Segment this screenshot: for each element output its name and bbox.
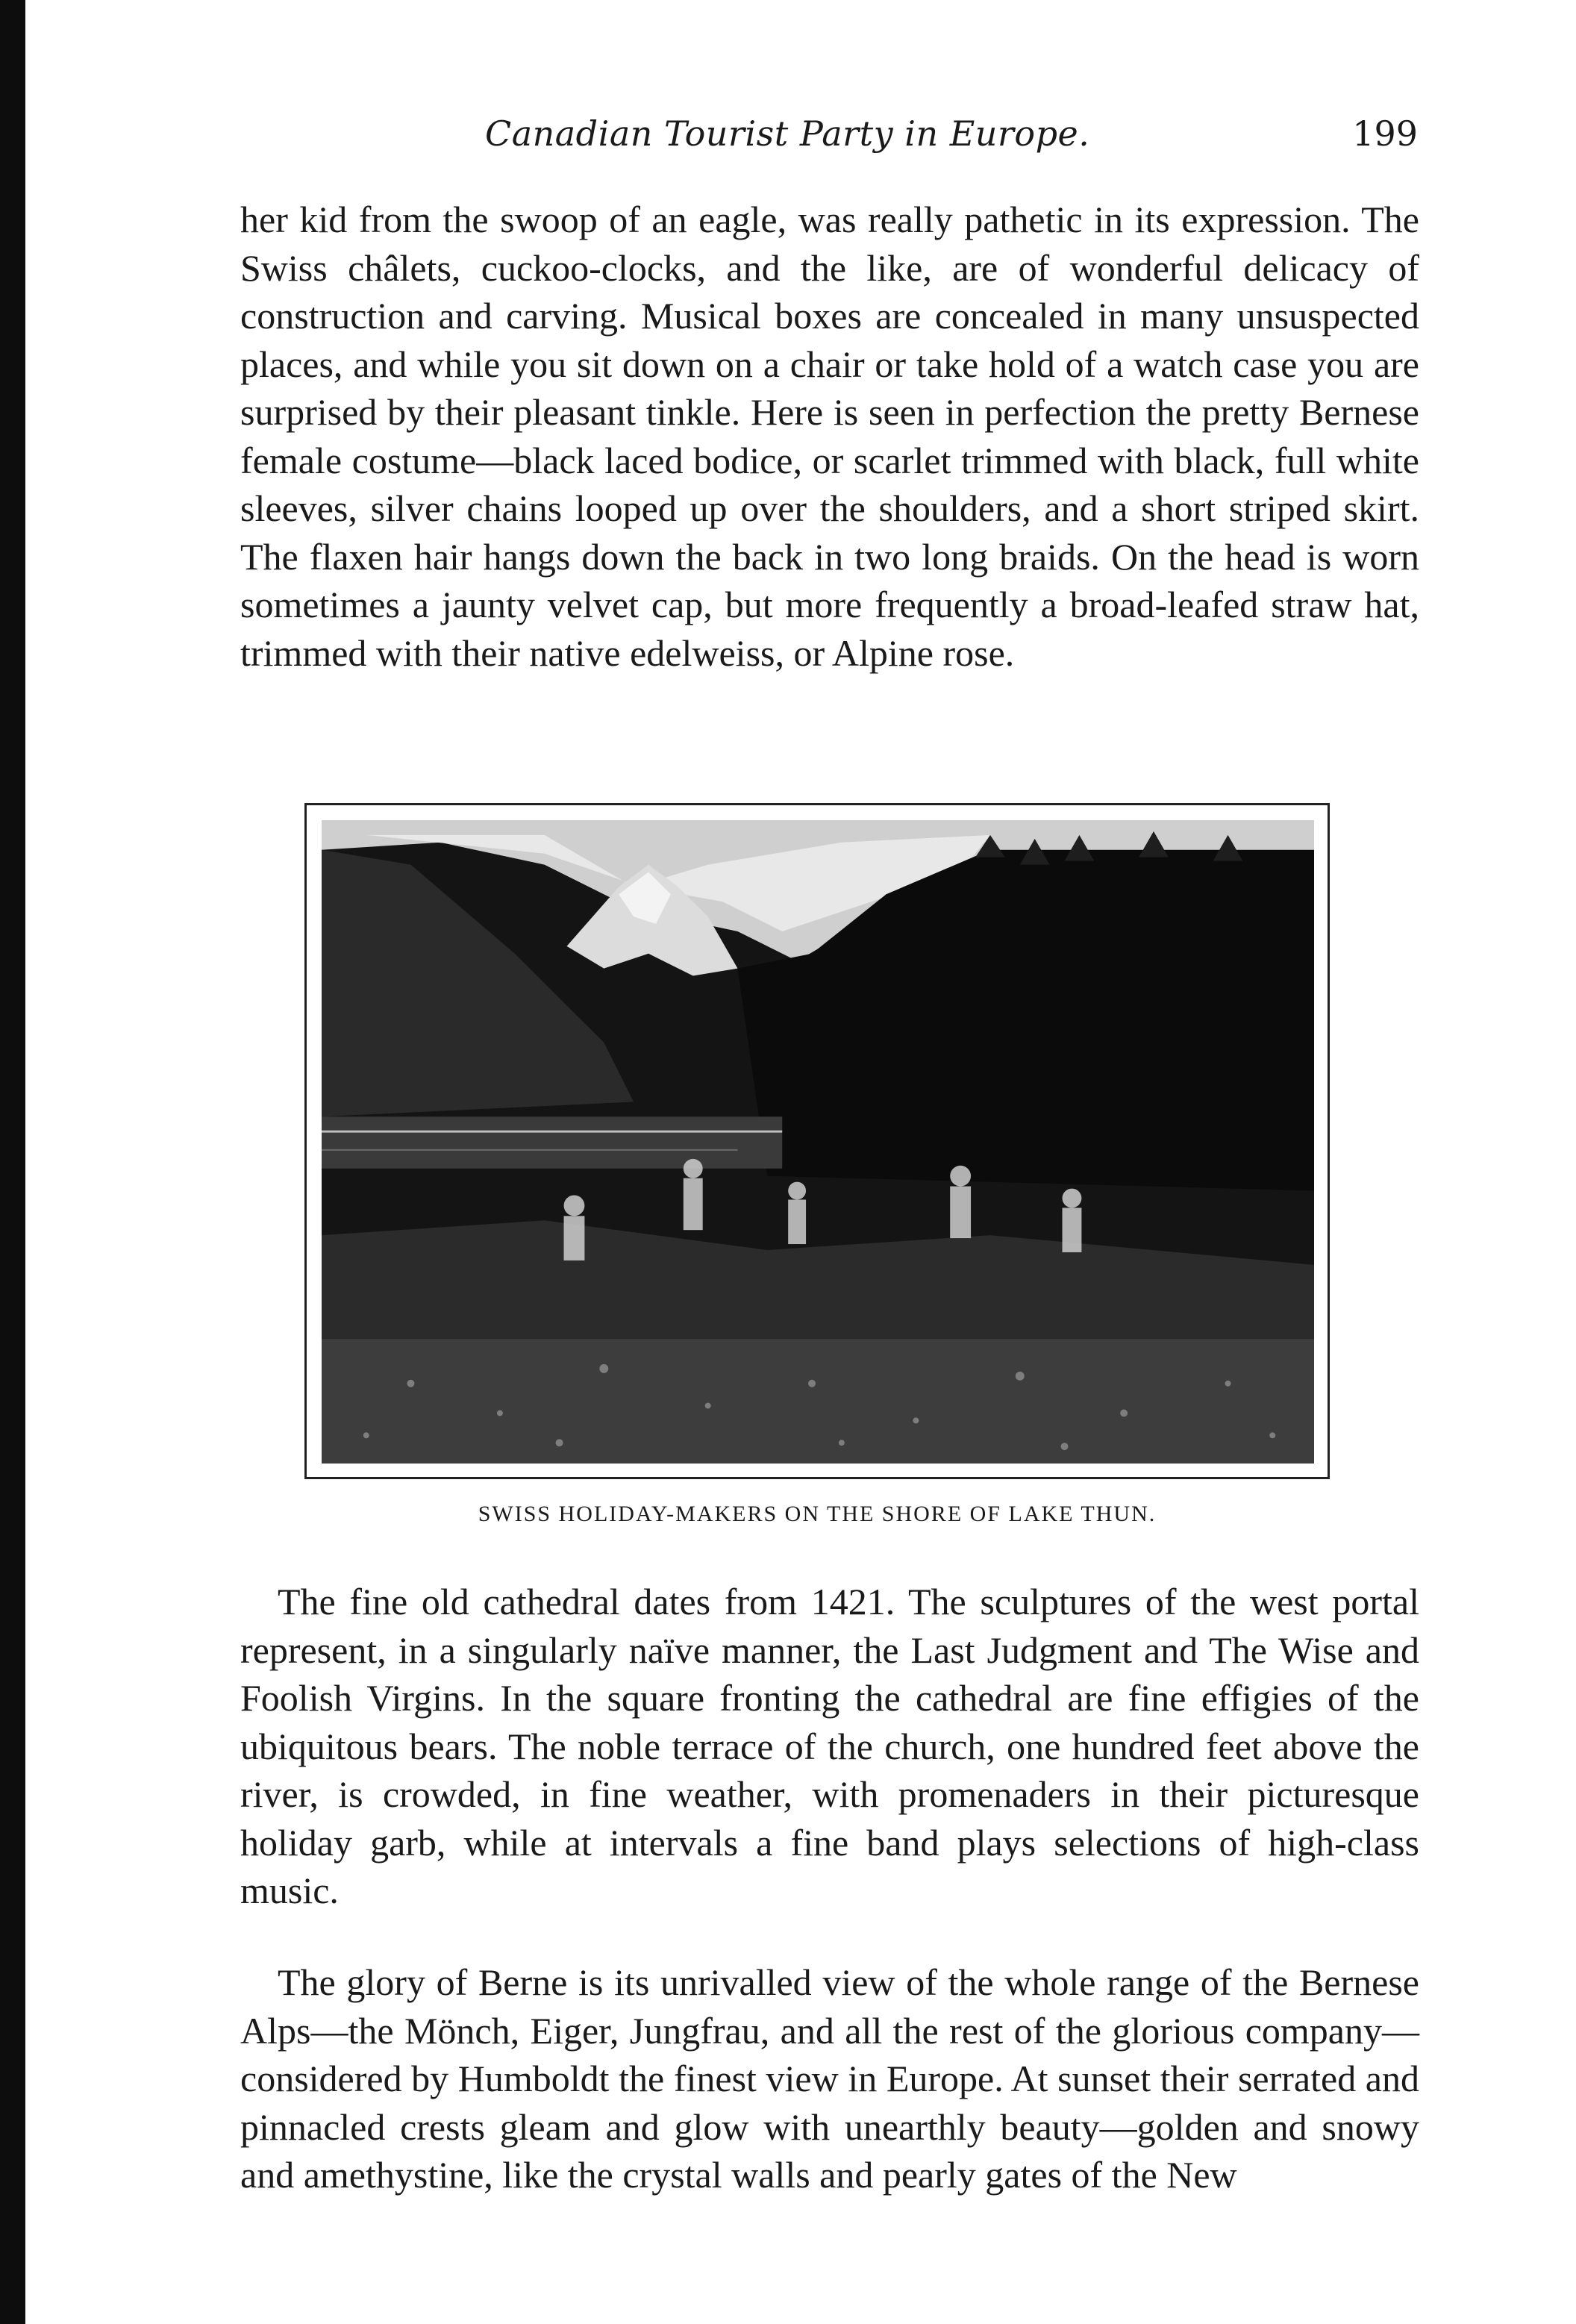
body-text-middle [240,1578,1419,1915]
body-text-top [240,196,1419,677]
page-number: 199 [1352,113,1418,154]
figure-frame [304,803,1330,1479]
body-text-bottom [240,1958,1419,2199]
binding-edge [0,0,25,2324]
running-title: Canadian Tourist Party in Europe. [485,113,1090,154]
paragraph-alps-view: The glory of Berne is its unrivalled view of the whole range of the Bernese Alps—the Mönch, Eiger, Jungfrau, and all the rest of the glorious company—considered by Humboldt the finest view in Europe. At sunset their serrated and pinnacled crests gleam and glow with unearthly beauty—golden and snowy and amethystine, like the crystal walls and pearly gates of the New [240,1961,1419,2196]
paragraph-cathedral: The fine old cathedral dates from 1421. The sculptures of the west portal represent, in a singularly naïve manner, the Last Judgment and The Wise and Foolish Virgins. In the square fronting the cathedral are fine effigies of the ubiquitous bears. The noble terrace of the church, one hundred feet above the river, is crowded, in fine weather, with promenaders in their picturesque holiday garb, while at intervals a fine band plays selections of high-class music. [240,1581,1419,1911]
page-header [239,113,1418,166]
figure-caption: SWISS HOLIDAY-MAKERS ON THE SHORE OF LAKE THUN. [478,1502,1157,1526]
lake-thun-engraving [322,820,1314,1464]
paragraph-continued: her kid from the swoop of an eagle, was really pathetic in its expression. The Swiss châlets, cuckoo-clocks, and the like, are of wonderful delicacy of construction and carving. Musical boxes are concealed in many unsuspected places, and while you sit down on a chair or take hold of a watch case you are surprised by their pleasant tinkle. Here is seen in perfection the pretty Bernese female costume—black laced bodice, or scarlet trimmed with black, full white sleeves, silver chains looped up over the shoulders, and a short striped skirt. The flaxen hair hangs down the back in two long braids. On the head is worn sometimes a jaunty velvet cap, but more frequently a broad-leafed straw hat, trimmed with their native edelweiss, or Alpine rose. [240,199,1419,674]
